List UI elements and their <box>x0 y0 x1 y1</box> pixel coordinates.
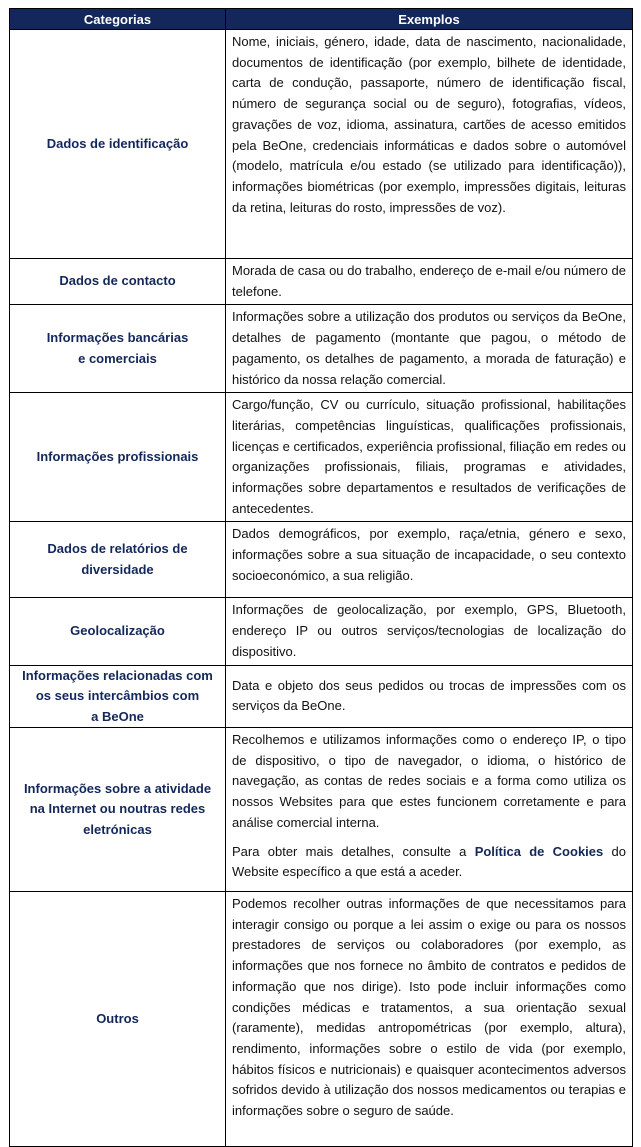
category-line: Informações sobre a atividade <box>23 780 212 796</box>
column-header-examples: Exemplos <box>226 9 633 30</box>
example-cell <box>226 665 633 728</box>
example-cell <box>226 305 633 393</box>
category-line: diversidade <box>81 561 154 577</box>
table-row <box>10 305 633 393</box>
details-prefix: Para obter mais detalhes, consulte a <box>232 843 475 859</box>
table-row <box>10 665 633 728</box>
example-cell <box>226 30 633 259</box>
example-cell <box>226 598 633 665</box>
category-cell: Dados de identificação <box>10 30 226 259</box>
example-text: Nome, iniciais, género, idade, data de nascimento, nacionalidade, documentos de identificação (por exemplo, bilhete de identidade, carta de condução, passaporte, número de identificação fiscal, número de segurança social ou de seguro), fotografias, vídeos, gravações de voz, idioma, assinatura, cartões de acesso emitidos pela BeOne, credenciais informáticas e dados sobre o automóvel (modelo, matrícula e/ou estado (se utilizado para identificação)), informações biométricas (por exemplo, impressões digitais, leituras da retina, leituras do rosto, impressões de voz). <box>232 34 626 215</box>
example-text: Data e objeto dos seus pedidos ou trocas de impressões com os serviços da BeOne. <box>232 677 626 714</box>
table-row <box>10 892 633 1147</box>
category-line: Dados de relatórios de <box>47 541 188 557</box>
cookie-policy-link[interactable]: Política de Cookies <box>474 843 604 859</box>
example-text: Podemos recolher outras informações de que necessitamos para interagir consigo ou porque a lei assim o exige ou para os nossos prestadores de serviços ou colaboradores (por exemplo, as informações que nos fornece no âmbito de contratos e pedidos de informação que nos dirige). Isto pode incluir informações como condições médicas e tratamentos, a sua orientação sexual (raramente), medidas antropométricas (por exemplo, altura), rendimento, informações sobre o estilo de vida (por exemplo, hábitos físicos e nutricionais) e quaisquer acontecimentos adversos sofridos devido à utilização dos nossos medicamentos ou terapias e informações sobre o seguro de saúde. <box>232 896 626 1119</box>
column-header-categories: Categorias <box>10 9 226 30</box>
table-row <box>10 522 633 598</box>
example-text: Cargo/função, CV ou currículo, situação profissional, habilitações literárias, competências linguísticas, qualificações profissionais, licenças e certificados, experiência profissional, filiação em redes ou organizações profissionais, filiais, programas e atividades, informações sobre departamentos e resultados de verificações de antecedentes. <box>232 397 626 516</box>
example-cell <box>226 522 633 598</box>
data-categories-table <box>9 8 633 1147</box>
table-row <box>10 728 633 892</box>
table-row <box>10 598 633 665</box>
details-suffix: do Website específico a que está a aceder. <box>232 843 626 880</box>
category-cell: Dados de contacto <box>10 259 226 305</box>
category-cell <box>10 665 226 728</box>
table-header-row <box>10 9 633 30</box>
category-line: a BeOne <box>91 708 144 724</box>
example-cell <box>226 393 633 522</box>
example-text: Informações de geolocalização, por exemplo, GPS, Bluetooth, endereço IP ou outros serviços/tecnologias de localização do dispositivo. <box>232 602 626 659</box>
category-line: e comerciais <box>78 350 157 366</box>
category-cell <box>10 305 226 393</box>
example-text: Recolhemos e utilizamos informações como o endereço IP, o tipo de dispositivo, o tipo de navegador, o idioma, o histórico de navegação, as contas de redes sociais e a forma como utiliza os nossos Websites para que estes funcionem corretamente e para análise comercial interna. <box>232 732 626 830</box>
category-line: Informações bancárias <box>46 330 189 346</box>
table-row <box>10 30 633 259</box>
category-cell: Informações profissionais <box>10 393 226 522</box>
example-cell <box>226 728 633 892</box>
example-cell <box>226 259 633 305</box>
category-cell: Geolocalização <box>10 598 226 665</box>
example-text: Dados demográficos, por exemplo, raça/etnia, género e sexo, informações sobre a sua situação de incapacidade, o seu contexto socioeconómico, a sua religião. <box>232 526 626 583</box>
table-row <box>10 393 633 522</box>
example-text: Morada de casa ou do trabalho, endereço de e-mail e/ou número de telefone. <box>232 263 626 299</box>
category-cell: Outros <box>10 892 226 1147</box>
table-row <box>10 259 633 305</box>
category-line: os seus intercâmbios com <box>35 688 200 704</box>
example-cell <box>226 892 633 1147</box>
category-cell <box>10 522 226 598</box>
category-cell <box>10 728 226 892</box>
example-text-details <box>232 842 626 883</box>
category-line: eletrónicas <box>83 821 152 837</box>
example-text: Informações sobre a utilização dos produtos ou serviços da BeOne, detalhes de pagamento (montante que pagou, o método de pagamento, os detalhes de pagamento, a morada de faturação) e histórico da nossa relação comercial. <box>232 309 626 387</box>
category-line: Informações relacionadas com <box>22 667 213 683</box>
category-line: na Internet ou noutras redes <box>29 801 206 817</box>
